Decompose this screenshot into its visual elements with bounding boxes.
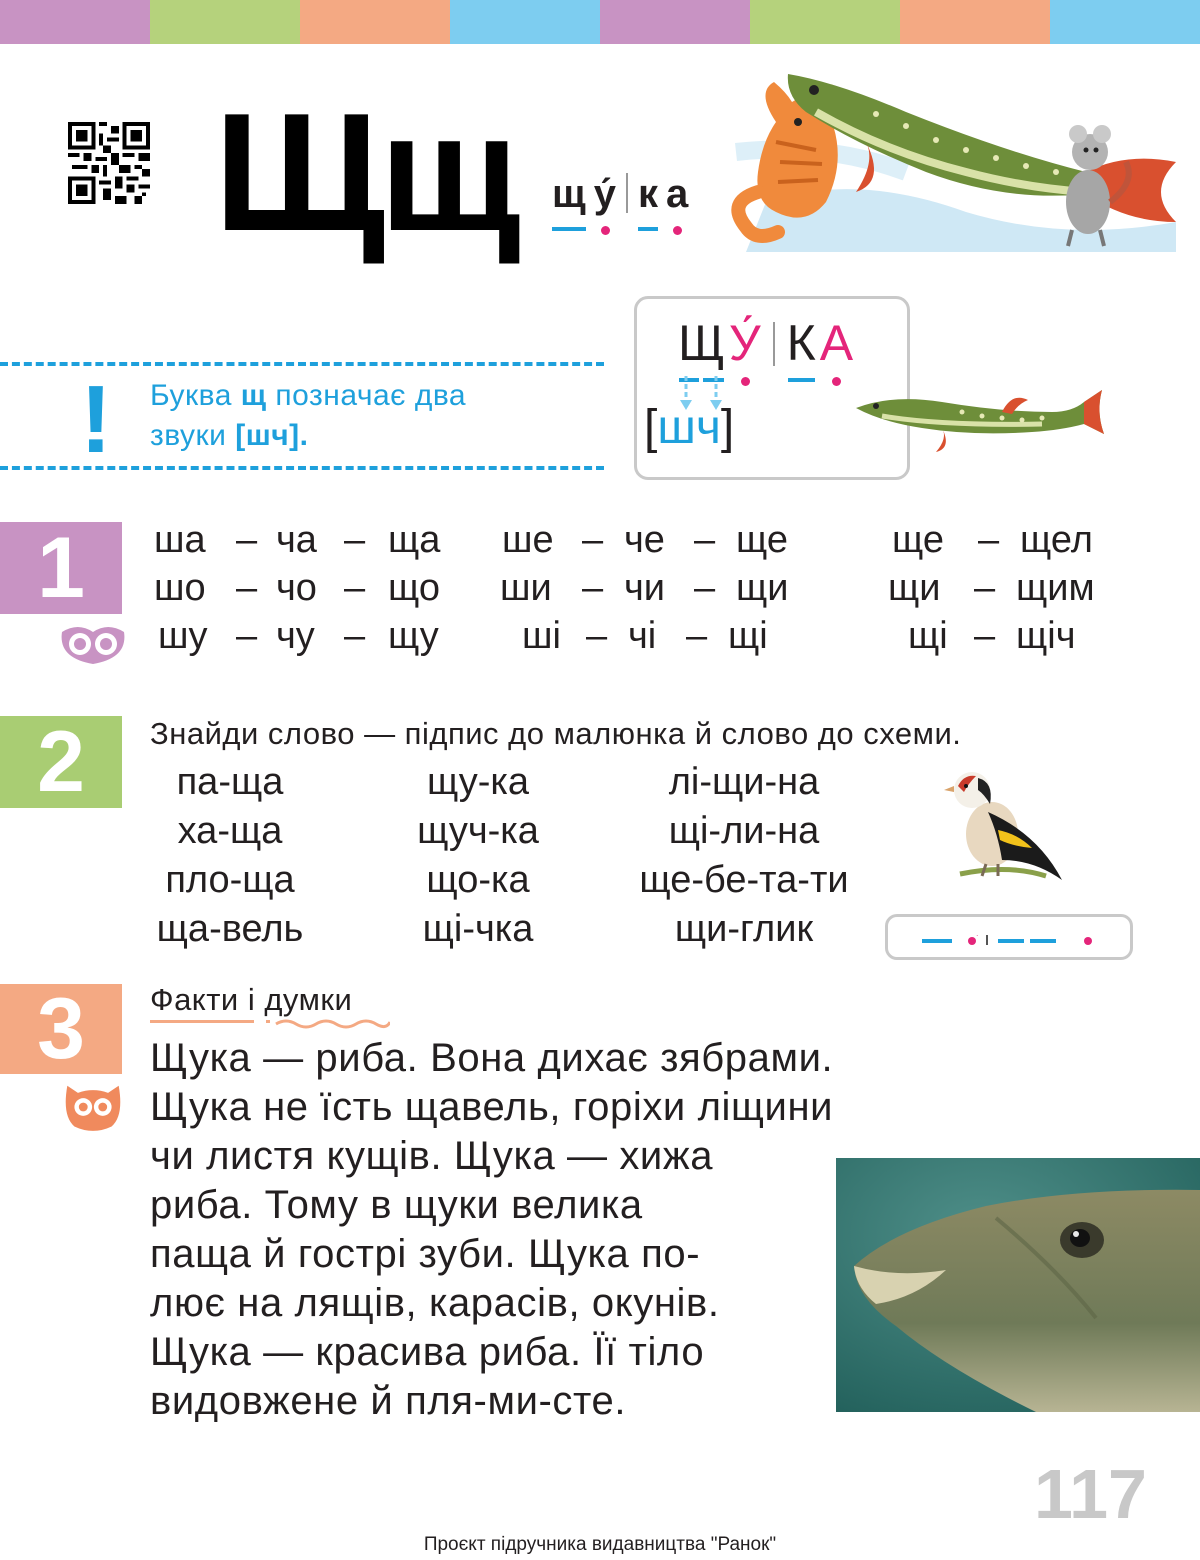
stripe [450, 0, 600, 44]
syllable: ше [502, 519, 554, 561]
word: щі-ли-на [668, 810, 820, 852]
stripe [150, 0, 300, 44]
dash: – [586, 615, 608, 657]
word: ха-ща [177, 810, 283, 852]
text-line: Щука — красива риба. Її тіло [150, 1330, 705, 1374]
consonant-dash [638, 227, 658, 231]
word: пло-ща [165, 859, 295, 901]
stripe [750, 0, 900, 44]
text-line: лює на лящів, карасів, окунів. [150, 1281, 720, 1325]
word: щи-глик [674, 908, 814, 950]
syllable: ши [500, 567, 552, 609]
cat-holding-pike-illustration [706, 52, 1182, 252]
word-scheme-icon [918, 935, 1098, 945]
text-line: чи листя кущів. Щука — хижа [150, 1134, 714, 1178]
goldfinch-bird-illustration [938, 764, 1078, 894]
task-number-2: 2 [0, 716, 122, 808]
syllable: щи [888, 567, 941, 609]
owl-eyes-icon [58, 622, 128, 668]
word: щу-ка [427, 761, 529, 803]
sound-transcription: [шч] [644, 401, 735, 454]
pike-photo [836, 1158, 1200, 1412]
syllable: щел [1020, 519, 1093, 561]
dash: – [974, 567, 996, 609]
dash: – [686, 615, 708, 657]
facts-underline [150, 1016, 390, 1032]
dash: – [344, 615, 366, 657]
text-line: Щука не їсть щавель, горіхи ліщини [150, 1085, 834, 1129]
scheme-letter: У́ [727, 314, 763, 372]
syllable: шо [154, 567, 206, 609]
scheme-letter: К [785, 314, 818, 372]
word-column-2 [388, 758, 568, 954]
dash: – [694, 567, 716, 609]
task-instruction: Знайди слово — підпис до малюнка й слово до схеми. [150, 716, 962, 751]
header-letter: к [636, 172, 660, 217]
task-number-3: 3 [0, 984, 122, 1074]
word: па-ща [176, 761, 284, 803]
qr-code-icon[interactable] [66, 122, 152, 204]
dash: – [236, 567, 258, 609]
exclamation-icon: ! [80, 366, 112, 473]
word-column-1 [140, 758, 320, 954]
dash: – [344, 519, 366, 561]
header-word [550, 172, 690, 217]
word: щі-чка [422, 908, 534, 950]
dash: – [582, 519, 604, 561]
word: ща-вель [156, 908, 304, 950]
word: ще-бе-та-ти [639, 859, 849, 901]
facts-title: Факти і думки [150, 982, 353, 1017]
syllable: ча [276, 519, 317, 561]
syllable: щу [388, 615, 439, 657]
stripe [0, 0, 150, 44]
syllable: щіч [1016, 615, 1076, 657]
syllable: ще [736, 519, 788, 561]
vowel-dot [741, 377, 750, 386]
syllable: щи [736, 567, 789, 609]
dash: – [236, 615, 258, 657]
text-line: паща й гострі зуби. Щука по- [150, 1232, 701, 1276]
scheme-letter: А [818, 314, 855, 372]
footer-note: Проєкт підручника видавництва "Ранок" [423, 1534, 777, 1555]
scheme-word [676, 314, 855, 372]
syllable: чи [624, 567, 666, 609]
syllable: щим [1016, 567, 1095, 609]
syllable-separator [626, 173, 628, 213]
text-line: видовжене й пля-ми-сте. [150, 1379, 627, 1423]
vowel-dot [601, 226, 610, 235]
dash: – [694, 519, 716, 561]
stripe [1050, 0, 1200, 44]
consonant-dash [552, 227, 586, 231]
header-letter: у́ [592, 172, 618, 217]
task-number-1: 1 [0, 522, 122, 614]
header-letter: щ [550, 172, 588, 217]
word: лі-щи-на [668, 761, 820, 803]
stripe [600, 0, 750, 44]
vowel-dot [673, 226, 682, 235]
syllable-separator [773, 322, 775, 366]
page-number: 117 [1034, 1455, 1147, 1533]
syllable: що [388, 567, 440, 609]
word-scheme-box [885, 914, 1133, 960]
consonant-dash [788, 378, 815, 382]
syllable: ші [522, 615, 561, 657]
word-column-3 [604, 758, 884, 954]
text-line: Щука — риба. Вона дихає зябрами. [150, 1036, 834, 1080]
rule-text: Буква щ позначає два звуки [шч]. [150, 379, 467, 452]
syllable: чі [628, 615, 657, 657]
text-line: риба. Тому в щуки велика [150, 1183, 643, 1227]
word: щуч-ка [417, 810, 539, 852]
syllable: чу [276, 615, 315, 657]
dash: – [978, 519, 1000, 561]
syllable: че [624, 519, 665, 561]
header-letter: а [664, 172, 690, 217]
dash: – [236, 519, 258, 561]
syllable: шу [158, 615, 208, 657]
dash: – [344, 567, 366, 609]
big-letter-title: Щщ [214, 78, 515, 266]
syllable: ще [892, 519, 944, 561]
syllable: ща [388, 519, 441, 561]
color-stripes [0, 0, 1200, 44]
scheme-letter: Щ [676, 314, 727, 372]
reading-text [150, 1034, 833, 1426]
dash: – [582, 567, 604, 609]
syllable: ша [154, 519, 206, 561]
stripe [300, 0, 450, 44]
syllable: чо [276, 567, 317, 609]
stripe [900, 0, 1050, 44]
owl-icon [62, 1080, 124, 1134]
syllable: щі [908, 615, 948, 657]
pike-icon [852, 372, 1108, 456]
word: що-ка [426, 859, 530, 901]
dash: – [974, 615, 996, 657]
syllable: щі [728, 615, 768, 657]
